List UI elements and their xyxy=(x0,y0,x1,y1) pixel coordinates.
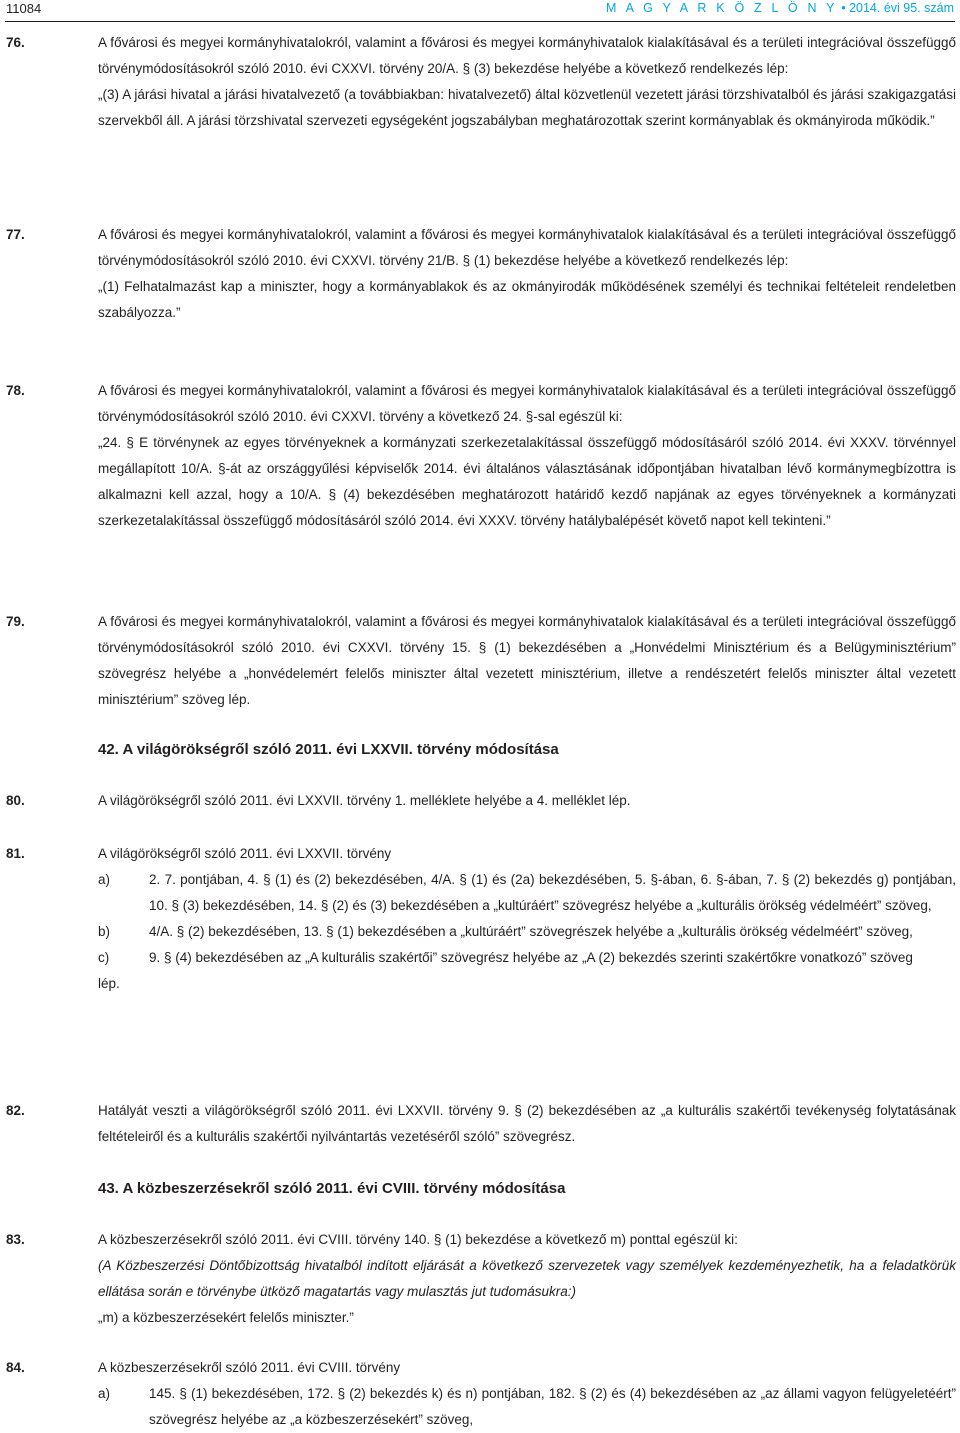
quoted-paragraph: „24. § E törvénynek az egyes törvényeknek a kormányzati szerkezetalakítással összefüggő módosításáról szóló 2014. évi XXXV. törvénnyel megállapított 10/A. §-át az országgyűlési képviselők 2014. évi általános választásának időpontjában hivatalban lévő kormánymegbízottra is alkalmazni kell azzal, hogy a 10/A. § (4) bekezdésében meghatározott határidő kezdő napjának az egyes törvényeknek a kormányzati szerkezetalakítással összefüggő módosításáról szóló 2014. évi XXXV. törvény hatálybalépését követő napot kell tekinteni.” xyxy=(98,435,956,528)
bullet: • xyxy=(841,1,846,15)
section-text xyxy=(98,378,956,534)
section-number: 79. xyxy=(6,614,25,629)
section-text xyxy=(98,1227,956,1331)
page-header xyxy=(0,0,960,20)
header-rule xyxy=(5,21,955,22)
list-item-a xyxy=(98,1381,956,1433)
item-label: a) xyxy=(98,872,111,887)
item-text: 9. § (4) bekezdésében az „A kulturális szakértői” szövegrész helyébe az „A (2) bekezdés szerinti szakértőkre vonatkozó” szöveg xyxy=(149,950,913,965)
list-item-b xyxy=(98,919,956,945)
quoted-paragraph: „(3) A járási hivatal a járási hivatalvezető (a továbbiakban: hivatalvezető) által közvetlenül vezetett járási törzshivatalból és járási szakigazgatási szervekből áll. A járási törzshivatal szervezeti egységeként jogszabályban meghatározottak szerint kormányablak és okmányiroda működik.” xyxy=(98,87,956,128)
chapter-heading-43: 43. A közbeszerzésekről szóló 2011. évi CVIII. törvény módosítása xyxy=(98,1180,566,1197)
item-label: a) xyxy=(98,1386,111,1401)
quoted-paragraph: „(1) Felhatalmazást kap a miniszter, hogy a kormányablakok és az okmányirodák működésének személyi és technikai feltételeit rendeletben szabályozza.” xyxy=(98,279,956,320)
journal-title xyxy=(606,1,954,15)
paragraph: A fővárosi és megyei kormányhivatalokról, valamint a fővárosi és megyei kormányhivatalok kialakításával és a területi integrációval összefüggő törvénymódosításokról szóló 2010. évi CXXVI. törvény 15. § (1) bekezdésében a „Honvédelmi Minisztérium és a Belügyminisztérium” szövegrész helyébe a „honvédelemért felelős miniszter által vezetett minisztérium, illetve a rendészetért felelős miniszter által vezetett minisztérium” szöveg lép. xyxy=(98,614,956,707)
section-text xyxy=(98,30,956,134)
list-item-c xyxy=(98,945,956,971)
section-number: 82. xyxy=(6,1103,25,1118)
paragraph: A közbeszerzésekről szóló 2011. évi CVIII. törvény xyxy=(98,1360,401,1375)
list-item-a xyxy=(98,867,956,919)
journal-name: M A G Y A R K Ö Z L Ö N Y xyxy=(606,1,838,15)
section-number: 81. xyxy=(6,846,25,861)
item-text: 2. 7. pontjában, 4. § (1) és (2) bekezdésében, 4/A. § (1) és (2a) bekezdésében, 5. §-ában, 6. §-ában, 7. § (2) bekezdés g) pontjában, 10. § (3) bekezdésében, 14. § (2) és (3) bekezdésében a „kultúráért” szövegrész helyébe a „kulturális örökség védelméért” szöveg, xyxy=(149,872,956,913)
section-text xyxy=(98,222,956,326)
section-number: 83. xyxy=(6,1232,25,1247)
item-label: c) xyxy=(98,950,110,965)
page-number: 11084 xyxy=(6,1,42,16)
item-text: 4/A. § (2) bekezdésében, 13. § (1) bekezdésében a „kultúráért” szövegrészek helyébe a „kulturális örökség védelméért” szöveg, xyxy=(149,924,913,939)
section-number: 77. xyxy=(6,227,25,242)
paragraph: A fővárosi és megyei kormányhivatalokról, valamint a fővárosi és megyei kormányhivatalok kialakításával és a területi integrációval összefüggő törvénymódosításokról szóló 2010. évi CXXVI. törvény 20/A. § (3) bekezdése helyébe a következő rendelkezés lép: xyxy=(98,35,956,76)
section-number: 76. xyxy=(6,35,25,50)
section-text xyxy=(98,788,956,814)
chapter-heading-42: 42. A világörökségről szóló 2011. évi LXXVII. törvény módosítása xyxy=(98,741,559,758)
paragraph: A fővárosi és megyei kormányhivatalokról, valamint a fővárosi és megyei kormányhivatalok kialakításával és a területi integrációval összefüggő törvénymódosításokról szóló 2010. évi CXXVI. törvény a következő 24. §-sal egészül ki: xyxy=(98,383,956,424)
section-number: 84. xyxy=(6,1360,25,1375)
issue-label: 2014. évi 95. szám xyxy=(849,1,954,15)
quoted-paragraph: „m) a közbeszerzésekért felelős miniszter.” xyxy=(98,1310,354,1325)
closing-text: lép. xyxy=(98,976,120,991)
paragraph: A fővárosi és megyei kormányhivatalokról, valamint a fővárosi és megyei kormányhivatalok kialakításával és a területi integrációval összefüggő törvénymódosításokról szóló 2010. évi CXXVI. törvény 21/B. § (1) bekezdése helyébe a következő rendelkezés lép: xyxy=(98,227,956,268)
section-text xyxy=(98,1355,956,1433)
item-label: b) xyxy=(98,924,111,939)
paragraph: A közbeszerzésekről szóló 2011. évi CVIII. törvény 140. § (1) bekezdése a következő m) ponttal egészül ki: xyxy=(98,1232,738,1247)
section-number: 78. xyxy=(6,383,25,398)
section-text xyxy=(98,841,956,997)
section-text xyxy=(98,1098,956,1150)
section-text xyxy=(98,609,956,713)
context-paragraph: (A Közbeszerzési Döntőbizottság hivatalból indított eljárását a következő szervezetek vagy személyek kezdeményezhetik, ha a feladatkörük ellátása során e törvénybe ütköző magatartás vagy mulasztás jut tudomásukra:) xyxy=(98,1258,956,1299)
item-text: 145. § (1) bekezdésében, 172. § (2) bekezdés k) és n) pontjában, 182. § (2) és (4) bekezdésében az „az állami vagyon felügyeletéért” szövegrész helyébe az „a közbeszerzésekért” szöveg, xyxy=(149,1386,956,1427)
paragraph: A világörökségről szóló 2011. évi LXXVII. törvény xyxy=(98,846,392,861)
paragraph: A világörökségről szóló 2011. évi LXXVII. törvény 1. melléklete helyébe a 4. melléklet lép. xyxy=(98,793,631,808)
section-number: 80. xyxy=(6,793,25,808)
paragraph: Hatályát veszti a világörökségről szóló 2011. évi LXXVII. törvény 9. § (2) bekezdésében az „a kulturális szakértői tevékenység folytatásának feltételeiről és a kulturális szakértői nyilvántartás vezetéséről szóló” szövegrész. xyxy=(98,1103,956,1144)
